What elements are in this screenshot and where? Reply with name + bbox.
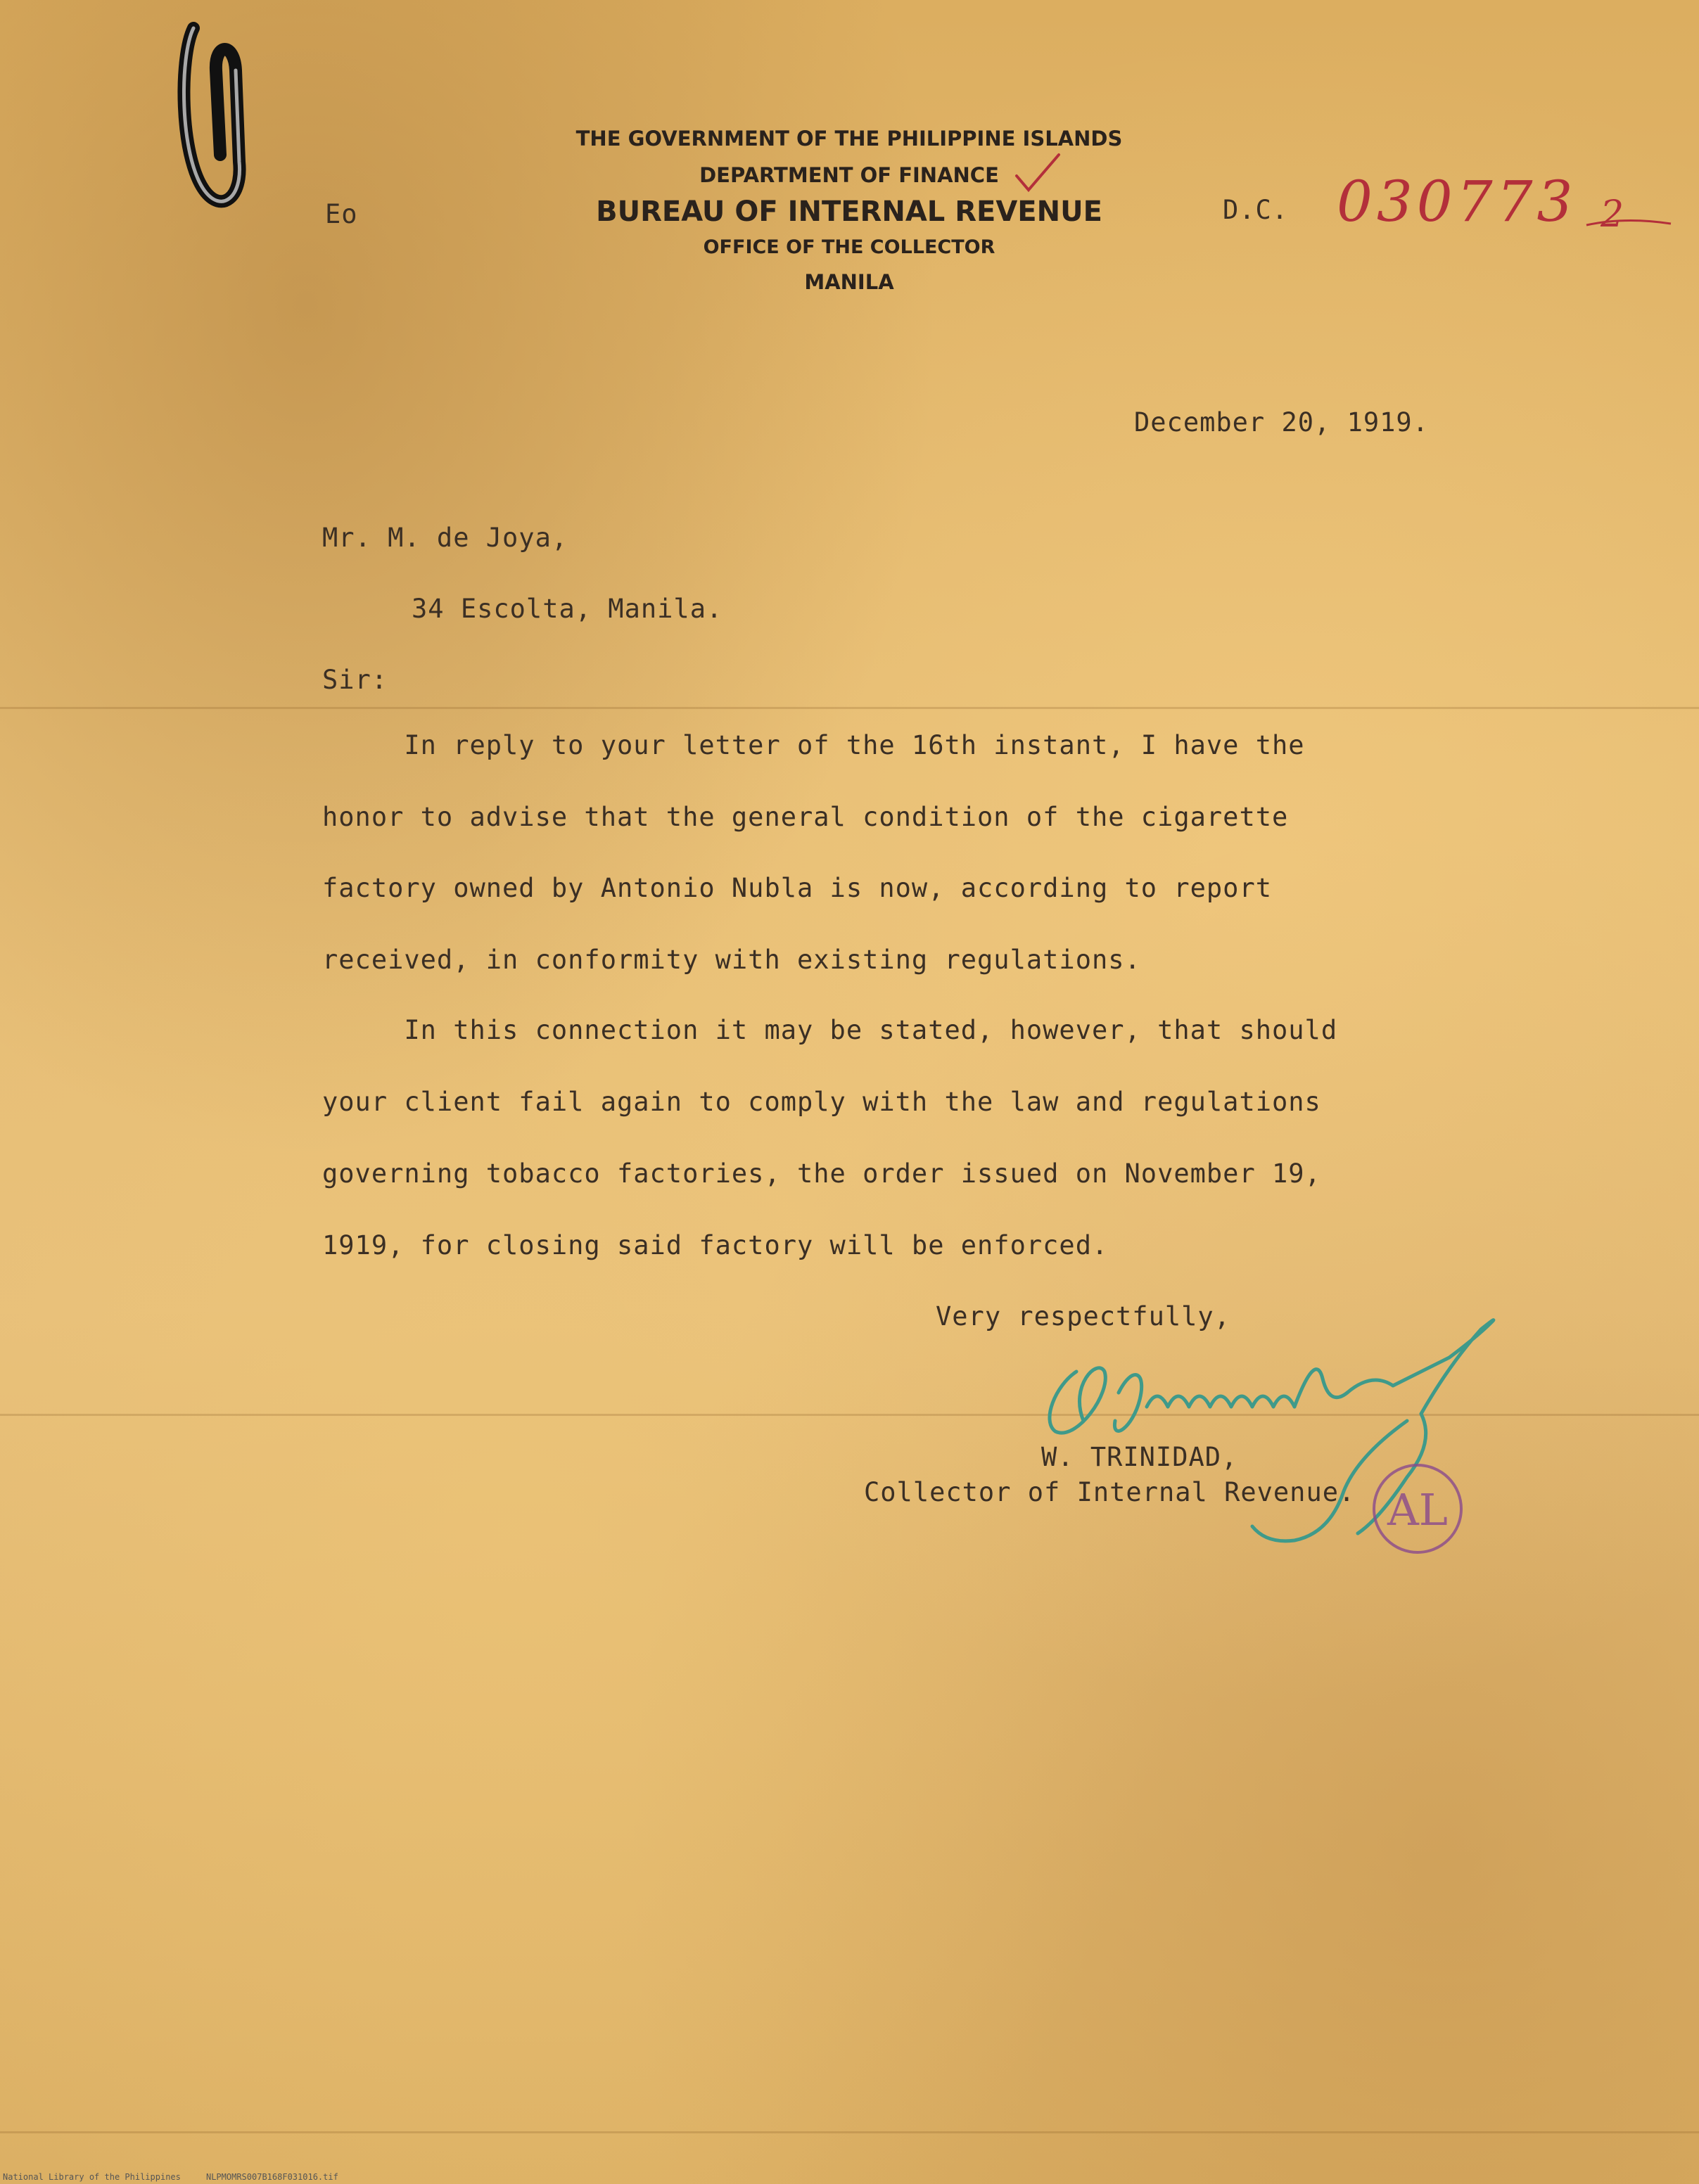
doc-number-suffix: 2 [1601, 193, 1624, 236]
body-line: 1919, for closing said factory will be enforced. [322, 1230, 1109, 1260]
paper-clip-icon [165, 14, 257, 211]
signatory-name: W. TRINIDAD, [1041, 1442, 1238, 1472]
paper-crease [0, 707, 1699, 709]
doc-code-label: D.C. [1223, 195, 1289, 225]
letterhead-department: DEPARTMENT OF FINANCE [699, 163, 999, 187]
body-line: your client fail again to comply with the law and regulations [322, 1087, 1321, 1117]
pencil-stroke [1583, 211, 1674, 232]
body-line: In this connection it may be stated, however, that should [322, 1015, 1338, 1045]
signatory-title: Collector of Internal Revenue. [864, 1477, 1356, 1507]
letterhead-government: THE GOVERNMENT OF THE PHILIPPINE ISLANDS [575, 127, 1123, 151]
paper-crease [0, 2131, 1699, 2133]
body-line: factory owned by Antonio Nubla is now, according to report [322, 873, 1273, 903]
check-mark-icon [1013, 151, 1062, 193]
salutation: Sir: [322, 665, 388, 695]
body-line: governing tobacco factories, the order issued on November 19, [322, 1158, 1321, 1189]
doc-number-handwritten: 030773 [1337, 169, 1577, 234]
body-line: received, in conformity with existing regulations. [322, 945, 1141, 975]
body-line: honor to advise that the general condition of the cigarette [322, 802, 1289, 832]
office-stamp [1368, 1449, 1467, 1562]
letterhead-city: MANILA [804, 270, 894, 294]
recipient-address: 34 Escolta, Manila. [412, 594, 723, 624]
letterhead-bureau: BUREAU OF INTERNAL REVENUE [596, 196, 1102, 228]
letterhead-left-code: Eo [325, 199, 358, 229]
archive-footer: National Library of the Philippines NLPMOMRS007B168F031016.tif [3, 2172, 338, 2182]
letterhead-office: OFFICE OF THE COLLECTOR [703, 236, 995, 258]
body-line: In reply to your letter of the 16th instant, I have the [322, 730, 1305, 760]
closing: Very respectfully, [936, 1301, 1230, 1332]
letter-date: December 20, 1919. [1134, 407, 1429, 438]
stamp-initials: AL [1387, 1484, 1448, 1535]
recipient-name: Mr. M. de Joya, [322, 523, 568, 553]
